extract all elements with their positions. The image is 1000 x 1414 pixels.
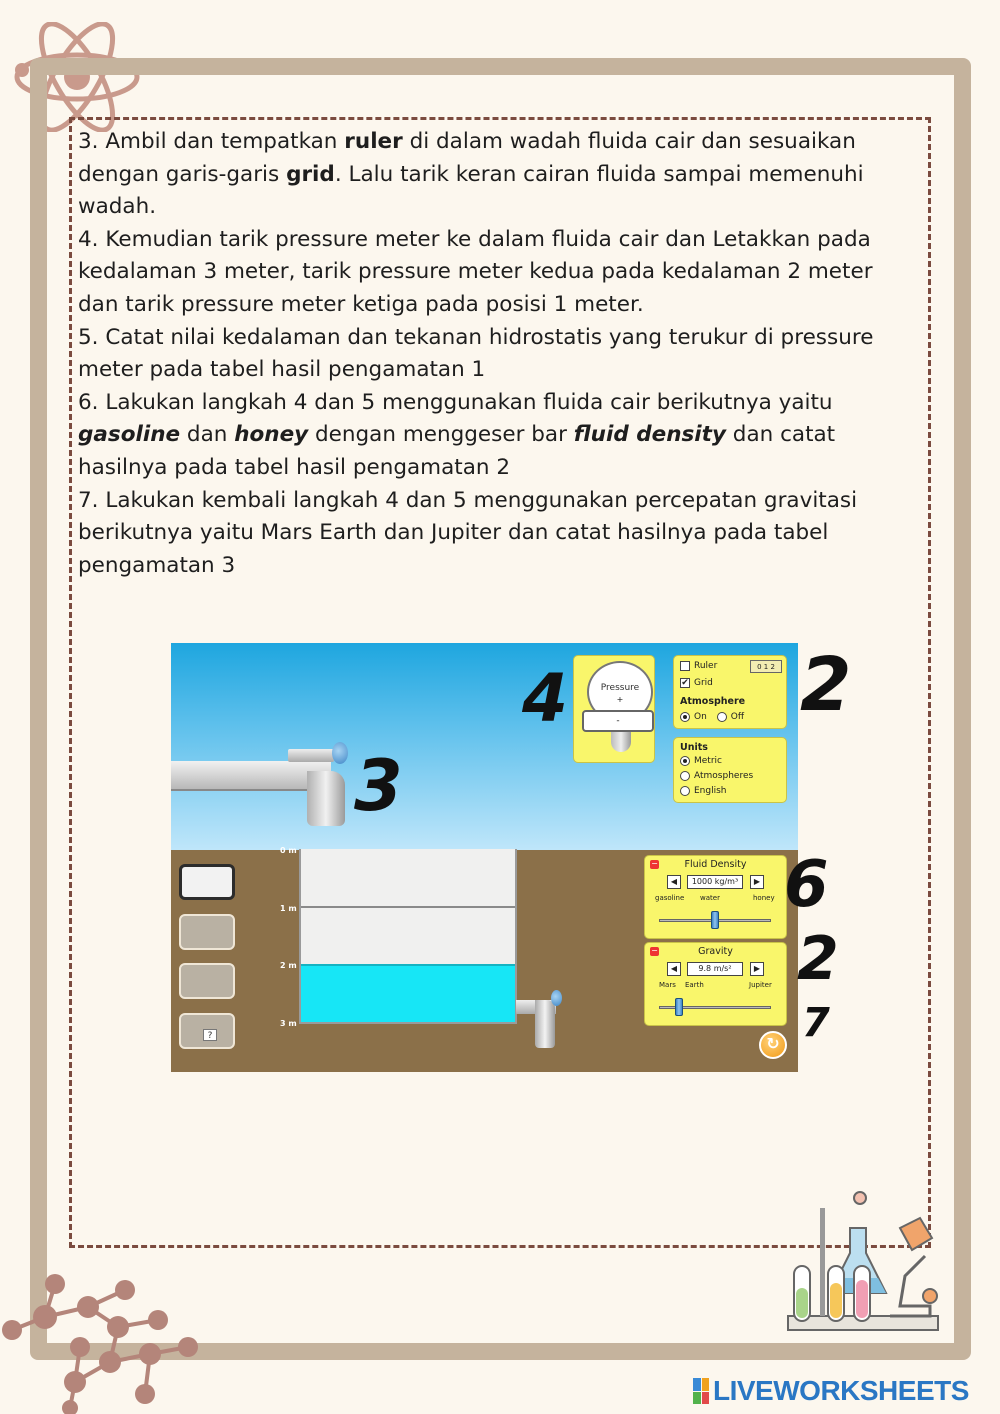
scene-mystery-label: ? [203, 1029, 217, 1041]
grid-label: Grid [694, 678, 713, 688]
gravity-value: 9.8 m/s² [687, 962, 743, 976]
instruction-step3-run-0: 3. Ambil dan tempatkan [78, 129, 345, 154]
units-english-label: English [694, 786, 727, 796]
fluid-density-slider-thumb[interactable] [711, 911, 719, 929]
fluid-pool [299, 849, 517, 1024]
atmosphere-off-label: Off [730, 712, 745, 722]
water-fluid [301, 964, 515, 1022]
instruction-step3-run-4: . Lalu tarik keran cairan fluida sampai memenuhi wadah. [78, 161, 864, 220]
depth-label-2m: 2 m [280, 961, 297, 970]
input-faucet-spout [307, 771, 345, 826]
annotation-3: 3 [354, 745, 403, 827]
instruction-step6-run-1: gasoline [78, 422, 181, 448]
units-atmospheres-label: Atmospheres [694, 771, 754, 781]
input-faucet-knob[interactable] [332, 742, 348, 764]
grid-line-1m [301, 906, 515, 908]
atmosphere-on-label: On [694, 712, 707, 722]
ruler-checkbox[interactable] [680, 661, 690, 671]
instruction-step6-run-2: dan [180, 422, 235, 448]
units-title: Units [680, 742, 708, 753]
units-panel [673, 737, 787, 803]
reset-icon[interactable]: ↻ [759, 1031, 787, 1059]
pressure-gauge-label: Pressure [600, 683, 640, 693]
annotation-2-top: 2 [800, 642, 852, 728]
ruler-label: Ruler [694, 661, 718, 671]
instructions-text [78, 126, 918, 582]
instruction-step3 [78, 126, 918, 224]
depth-label-3m: 3 m [280, 1019, 297, 1028]
instruction-step7 [78, 485, 918, 583]
instruction-step6-run-4: dengan menggeser bar [308, 422, 574, 448]
fluid-density-value: 1000 kg/m³ [687, 875, 743, 889]
gravity-min-label: Mars [659, 981, 676, 989]
liveworksheets-logo[interactable] [693, 1374, 969, 1408]
fluid-density-increase-button[interactable]: ▶ [750, 875, 764, 889]
instruction-step3-run-3: grid [286, 161, 335, 187]
units-atmospheres-radio[interactable] [680, 771, 690, 781]
pressure-gauge-panel [573, 655, 655, 763]
depth-label-1m: 1 m [280, 904, 297, 913]
lab-equipment-icon [780, 1188, 945, 1336]
instruction-step5-run-0: 5. Catat nilai kedalaman dan tekanan hidrostatis yang terukur di pressure meter pada tabel hasil pengamatan 1 [78, 324, 874, 383]
gravity-mid-label: Earth [685, 981, 704, 989]
gravity-collapse-button[interactable]: − [651, 946, 658, 955]
instruction-step6-run-0: 6. Lakukan langkah 4 dan 5 menggunakan fluida cair berikutnya yaitu [78, 389, 833, 415]
fluid-density-collapse-button[interactable]: − [651, 859, 658, 868]
instruction-step4 [78, 224, 918, 322]
fluid-density-title: Fluid Density [684, 859, 747, 870]
instruction-step4-run-0: 4. Kemudian tarik pressure meter ke dalam fluida cair dan Letakkan pada kedalaman 3 meter, tarik pressure meter kedua pada kedalaman 2 meter dan tarik pressure meter ketiga pada posisi 1 meter. [78, 226, 873, 317]
pressure-simulation [171, 643, 798, 1072]
gravity-decrease-button[interactable]: ◀ [667, 962, 681, 976]
atmosphere-title: Atmosphere [680, 696, 746, 707]
fluid-density-min-label: gasoline [655, 894, 685, 902]
scene-button-3[interactable] [179, 963, 235, 999]
logo-mark-icon [693, 1378, 709, 1404]
instruction-step6-run-6: dan catat hasilnya pada tabel hasil pengamatan 2 [78, 422, 836, 480]
scene-button-4[interactable] [179, 1013, 235, 1049]
grid-checkbox[interactable]: ✔ [681, 678, 689, 688]
drain-faucet-spout [535, 1000, 555, 1048]
instruction-step6-run-3: honey [234, 422, 309, 448]
depth-label-0m: 0 m [280, 846, 297, 855]
instruction-step7-run-0: 7. Lakukan kembali langkah 4 dan 5 menggunakan percepatan gravitasi berikutnya yaitu Mars Earth dan Jupiter dan catat hasilnya pada tabel pengamatan 3 [78, 487, 858, 578]
gravity-increase-button[interactable]: ▶ [750, 962, 764, 976]
pressure-gauge-plus: + [616, 695, 624, 704]
annotation-6: 6 [784, 848, 829, 922]
options-panel [673, 655, 787, 729]
annotation-2: 2 [797, 924, 839, 994]
ruler-preview[interactable]: 0 1 2 [750, 660, 782, 673]
pressure-reading: - [582, 710, 654, 732]
atmosphere-off-radio[interactable] [717, 712, 727, 722]
gravity-max-label: Jupiter [749, 981, 772, 989]
scene-button-1[interactable] [179, 864, 235, 900]
atmosphere-on-radio[interactable] [680, 712, 690, 722]
gravity-title: Gravity [698, 946, 733, 957]
molecule-icon [0, 1262, 220, 1414]
annotation-7: 7 [802, 1000, 830, 1046]
units-metric-label: Metric [694, 756, 722, 766]
drain-faucet-knob[interactable] [551, 990, 562, 1006]
annotation-4: 4 [522, 660, 568, 737]
input-faucet-valve[interactable] [288, 749, 334, 762]
logo-text: LIVEWORKSHEETS [713, 1375, 969, 1406]
pressure-probe[interactable] [611, 732, 631, 752]
fluid-density-decrease-button[interactable]: ◀ [667, 875, 681, 889]
fluid-density-panel [644, 855, 787, 939]
fluid-density-mid-label: water [700, 894, 720, 902]
instruction-step6 [78, 387, 918, 485]
instruction-step3-run-2: di dalam wadah fluida cair dan sesuaikan dengan garis-garis [78, 129, 856, 187]
units-english-radio[interactable] [680, 786, 690, 796]
instruction-step3-run-1: ruler [344, 129, 403, 154]
units-metric-radio[interactable] [680, 756, 690, 766]
fluid-density-max-label: honey [753, 894, 775, 902]
scene-button-2[interactable] [179, 914, 235, 950]
instruction-step6-run-5: fluid density [573, 422, 726, 448]
instruction-step5 [78, 322, 918, 387]
gravity-slider-thumb[interactable] [675, 998, 683, 1016]
gravity-panel [644, 942, 787, 1026]
